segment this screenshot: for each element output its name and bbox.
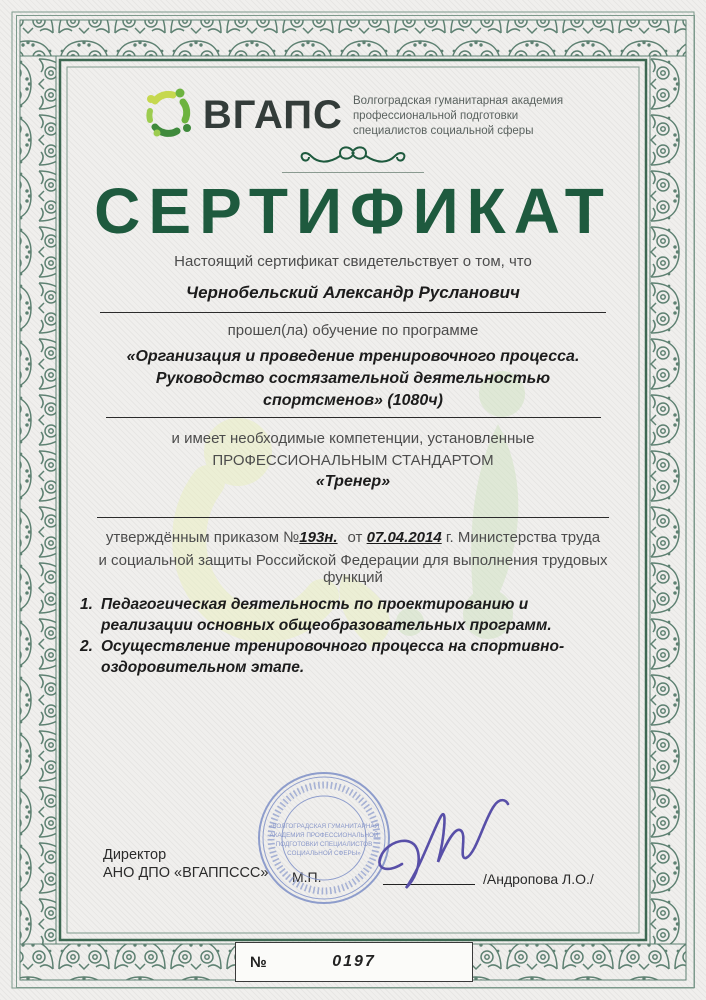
stamp-line-2: АКАДЕМИЯ ПРОФЕССИОНАЛЬНОЙ (269, 832, 379, 839)
labor-function-2-number: 2. (80, 638, 93, 655)
flourish-underline (282, 172, 424, 173)
labor-function-2 (80, 636, 598, 678)
director-block (103, 846, 268, 882)
labor-functions-list (78, 594, 628, 678)
signatory-name: /Андропова Л.О./ (483, 871, 594, 887)
academy-line-3: специалистов социальной сферы (352, 124, 534, 137)
logo-text: ВГАПС (202, 93, 343, 137)
flourish-icon (298, 144, 408, 166)
director-title: Директор (103, 847, 167, 863)
academy-line-2: профессиональной подготовки (352, 109, 519, 122)
vgaps-logo-icon (143, 87, 193, 139)
labor-function-2-text: Осуществление тренировочного процесса на спортивно-оздоровительном этапе. (101, 638, 565, 676)
program-title: «Организация и проведение тренировочного процесса. Руководство состязательной деятельностью спортсменов» (1080ч) (126, 348, 580, 409)
serial-number-label: № (250, 954, 267, 971)
stamp-place-mark: М.П. (292, 869, 322, 885)
completed-line: прошел(ла) обучение по программе (227, 322, 479, 339)
flourish-ornament (78, 144, 628, 173)
stamp-line-3: ПОДГОТОВКИ СПЕЦИАЛИСТОВ (275, 841, 373, 848)
labor-function-1-text: Педагогическая деятельность по проектированию и реализации основных общеобразовательных программ. (101, 596, 552, 634)
signature-scribble (372, 776, 510, 894)
divider-above-order (97, 517, 609, 518)
academy-name (353, 88, 563, 139)
labor-function-1-number: 1. (80, 596, 93, 613)
labor-function-1 (80, 594, 598, 636)
serial-number-value: 0197 (332, 953, 376, 970)
recipient-name: Чернобельский Александр Русланович (186, 283, 520, 302)
director-org: АНО ДПО «ВГАППССС» (103, 865, 269, 881)
order-number: 193н. (299, 529, 338, 546)
divider-under-program (106, 417, 601, 418)
academy-line-1: Волгоградская гуманитарная академия (352, 94, 564, 107)
stamp-line-1: «ВОЛГОГРАДСКАЯ ГУМАНИТАРНАЯ (268, 823, 380, 830)
order-line-2: и социальной защиты Российской Федерации для выполнения трудовых функций (98, 552, 608, 586)
header-logo-row (78, 84, 628, 142)
order-prefix: утверждённым приказом № (105, 529, 300, 546)
order-line-1 (78, 529, 628, 546)
order-from-word: от (347, 529, 363, 546)
intro-line: Настоящий сертификат свидетельствует о том, что (174, 253, 532, 270)
competencies-line: и имеет необходимые компетенции, установленные (171, 430, 535, 447)
standard-label: ПРОФЕССИОНАЛЬНЫМ СТАНДАРТОМ (212, 452, 494, 469)
standard-name: «Тренер» (315, 473, 391, 490)
divider-under-name (100, 312, 606, 313)
serial-number-box (235, 942, 473, 982)
certificate-title: СЕРТИФИКАТ (94, 175, 612, 247)
order-date: 07.04.2014 (366, 529, 442, 546)
certificate-content (78, 84, 628, 678)
order-suffix: г. Министерства труда (445, 529, 601, 546)
stamp-line-4: СОЦИАЛЬНОЙ СФЕРЫ» (287, 850, 361, 857)
